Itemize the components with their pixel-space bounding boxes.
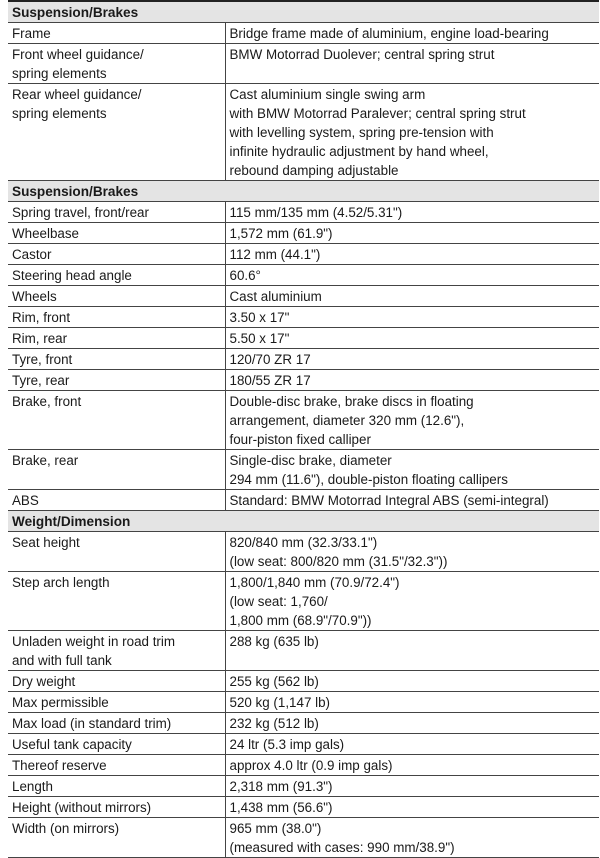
spec-value — [225, 223, 599, 244]
spec-value-line: 112 mm (44.1") — [229, 247, 321, 262]
spec-label-line: Max permissible — [12, 695, 109, 710]
spec-row — [8, 631, 599, 671]
spec-label — [8, 450, 225, 490]
spec-label — [8, 776, 225, 797]
section-header — [8, 181, 599, 202]
spec-value-line: 1,800/1,840 mm (70.9/72.4") — [229, 575, 400, 590]
spec-label-line: spring elements — [12, 106, 107, 121]
spec-label-line: Steering head angle — [12, 268, 132, 283]
spec-label — [8, 797, 225, 818]
spec-row — [8, 23, 599, 44]
spec-value — [225, 755, 599, 776]
spec-label-line: Max load (in standard trim) — [12, 716, 172, 731]
spec-row — [8, 84, 599, 181]
spec-value-line: 3.50 x 17" — [229, 310, 290, 325]
spec-value-line: infinite hydraulic adjustment by hand wheel, — [229, 144, 489, 159]
spec-row — [8, 244, 599, 265]
spec-value — [225, 44, 599, 84]
spec-value-line: with levelling system, spring pre-tension with — [229, 125, 494, 140]
spec-label — [8, 391, 225, 450]
spec-label-line: Width (on mirrors) — [12, 821, 120, 836]
spec-row — [8, 671, 599, 692]
spec-label-line: Brake, rear — [12, 453, 79, 468]
spec-row — [8, 532, 599, 572]
spec-value-line: Standard: BMW Motorrad Integral ABS (semi-integral) — [229, 493, 549, 508]
spec-value — [225, 450, 599, 490]
spec-value-line: 288 kg (635 lb) — [229, 634, 319, 649]
spec-label — [8, 244, 225, 265]
spec-value — [225, 244, 599, 265]
spec-value-line: 2,318 mm (91.3") — [229, 779, 333, 794]
spec-label — [8, 713, 225, 734]
spec-value-line: Single-disc brake, diameter — [229, 453, 392, 468]
spec-value — [225, 286, 599, 307]
spec-value-line: 520 kg (1,147 lb) — [229, 695, 330, 710]
spec-row — [8, 391, 599, 450]
spec-label-line: Rim, front — [12, 310, 71, 325]
spec-value-line: 294 mm (11.6"), double-piston floating callipers — [229, 472, 508, 487]
spec-value — [225, 265, 599, 286]
spec-label-line: Seat height — [12, 535, 80, 550]
spec-value-line: 180/55 ZR 17 — [229, 373, 311, 388]
spec-row — [8, 818, 599, 858]
spec-label-line: Tyre, front — [12, 352, 73, 367]
spec-value-line: 1,572 mm (61.9") — [229, 226, 333, 241]
spec-label-line: Spring travel, front/rear — [12, 205, 149, 220]
spec-value-line: (low seat: 1,760/ — [229, 594, 328, 609]
spec-label-line: Unladen weight in road trim — [12, 634, 176, 649]
spec-label — [8, 818, 225, 858]
spec-label — [8, 44, 225, 84]
spec-value — [225, 202, 599, 223]
spec-label — [8, 286, 225, 307]
spec-row — [8, 776, 599, 797]
spec-value — [225, 328, 599, 349]
spec-label-line: Dry weight — [12, 674, 76, 689]
spec-value — [225, 391, 599, 450]
spec-label — [8, 572, 225, 631]
spec-value-line: 120/70 ZR 17 — [229, 352, 311, 367]
spec-value — [225, 307, 599, 328]
spec-label — [8, 23, 225, 44]
spec-row — [8, 797, 599, 818]
spec-value-line: Double-disc brake, brake discs in floating — [229, 394, 474, 409]
spec-row — [8, 307, 599, 328]
spec-label — [8, 671, 225, 692]
spec-value-line: arrangement, diameter 320 mm (12.6"), — [229, 413, 465, 428]
spec-label — [8, 265, 225, 286]
spec-row — [8, 713, 599, 734]
spec-row — [8, 202, 599, 223]
spec-label-line: and with full tank — [12, 653, 112, 668]
spec-value — [225, 713, 599, 734]
section-header — [8, 1, 599, 23]
spec-value-line: 232 kg (512 lb) — [229, 716, 319, 731]
spec-row — [8, 370, 599, 391]
spec-value — [225, 84, 599, 181]
spec-row — [8, 572, 599, 631]
spec-value — [225, 370, 599, 391]
spec-label — [8, 692, 225, 713]
spec-label-line: Useful tank capacity — [12, 737, 132, 752]
spec-label-line: ABS — [12, 493, 39, 508]
spec-value-line: 5.50 x 17" — [229, 331, 290, 346]
spec-value-line: with BMW Motorrad Paralever; central spring strut — [229, 106, 526, 121]
spec-label — [8, 370, 225, 391]
spec-label-line: Front wheel guidance/ — [12, 47, 144, 62]
spec-label-line: Brake, front — [12, 394, 82, 409]
spec-value-line: BMW Motorrad Duolever; central spring strut — [229, 47, 495, 62]
spec-row — [8, 450, 599, 490]
spec-value-line: 820/840 mm (32.3/33.1") — [229, 535, 378, 550]
spec-value-line: Cast aluminium single swing arm — [229, 87, 426, 102]
spec-value — [225, 532, 599, 572]
spec-label — [8, 532, 225, 572]
spec-label — [8, 349, 225, 370]
spec-value-line: 24 ltr (5.3 imp gals) — [229, 737, 345, 752]
spec-value-line: 60.6° — [229, 268, 261, 283]
spec-value — [225, 671, 599, 692]
spec-row — [8, 755, 599, 776]
spec-label — [8, 631, 225, 671]
spec-row — [8, 692, 599, 713]
spec-value-line: (measured with cases: 990 mm/38.9") — [229, 840, 455, 855]
spec-label — [8, 307, 225, 328]
spec-row — [8, 490, 599, 511]
section-title: Weight/Dimension — [8, 511, 599, 532]
spec-table — [8, 0, 599, 858]
spec-value-line: rebound damping adjustable — [229, 163, 399, 178]
spec-value — [225, 631, 599, 671]
section-title: Suspension/Brakes — [8, 1, 599, 23]
spec-value — [225, 349, 599, 370]
spec-value — [225, 734, 599, 755]
spec-label-line: Rim, rear — [12, 331, 68, 346]
spec-value-line: 255 kg (562 lb) — [229, 674, 319, 689]
spec-label-line: Step arch length — [12, 575, 110, 590]
spec-row — [8, 349, 599, 370]
spec-label-line: Frame — [12, 26, 51, 41]
spec-label-line: Tyre, rear — [12, 373, 70, 388]
spec-label — [8, 328, 225, 349]
spec-value-line: 1,800 mm (68.9"/70.9")) — [229, 613, 372, 628]
spec-label — [8, 202, 225, 223]
spec-value-line: 115 mm/135 mm (4.52/5.31") — [229, 205, 403, 220]
spec-row — [8, 328, 599, 349]
spec-value — [225, 692, 599, 713]
spec-label — [8, 755, 225, 776]
spec-value — [225, 797, 599, 818]
spec-value-line: (low seat: 800/820 mm (31.5"/32.3")) — [229, 554, 448, 569]
spec-value — [225, 490, 599, 511]
spec-label-line: Wheelbase — [12, 226, 79, 241]
spec-value — [225, 818, 599, 858]
spec-value-line: Bridge frame made of aluminium, engine load-bearing — [229, 26, 549, 41]
spec-value — [225, 23, 599, 44]
spec-row — [8, 286, 599, 307]
spec-row — [8, 734, 599, 755]
spec-value — [225, 776, 599, 797]
spec-row — [8, 265, 599, 286]
spec-value-line: 1,438 mm (56.6") — [229, 800, 333, 815]
spec-label-line: Thereof reserve — [12, 758, 107, 773]
spec-label-line: Rear wheel guidance/ — [12, 87, 142, 102]
spec-label-line: Castor — [12, 247, 52, 262]
spec-label-line: Height (without mirrors) — [12, 800, 152, 815]
spec-label — [8, 490, 225, 511]
section-header — [8, 511, 599, 532]
spec-value-line: four-piston fixed calliper — [229, 432, 371, 447]
section-title: Suspension/Brakes — [8, 181, 599, 202]
spec-row — [8, 44, 599, 84]
spec-label — [8, 84, 225, 181]
spec-label-line: Length — [12, 779, 53, 794]
spec-row — [8, 223, 599, 244]
spec-value-line: 965 mm (38.0") — [229, 821, 322, 836]
spec-label-line: Wheels — [12, 289, 57, 304]
spec-label-line: spring elements — [12, 66, 107, 81]
spec-label — [8, 223, 225, 244]
spec-value — [225, 572, 599, 631]
spec-value-line: approx 4.0 ltr (0.9 imp gals) — [229, 758, 393, 773]
spec-value-line: Cast aluminium — [229, 289, 322, 304]
spec-table-body — [8, 1, 599, 858]
spec-label — [8, 734, 225, 755]
